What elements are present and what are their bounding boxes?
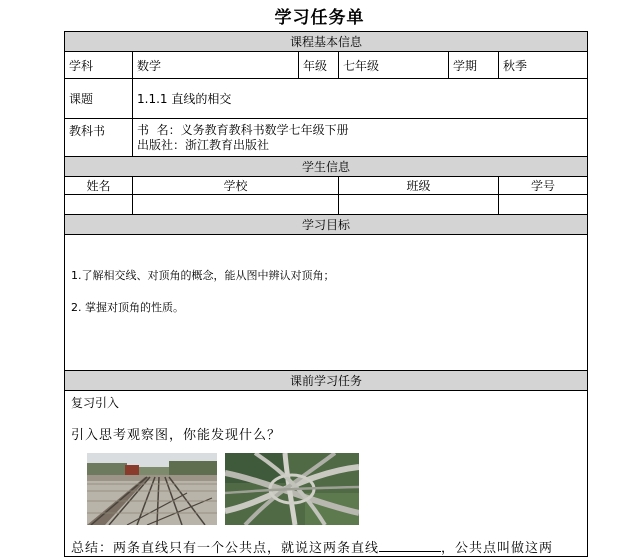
student-school-cell[interactable] — [133, 195, 339, 215]
grade-label: 年级 — [299, 52, 339, 79]
student-number-cell[interactable] — [499, 195, 588, 215]
section-student-info: 学生信息 — [65, 157, 588, 177]
railway-tracks-photo — [87, 453, 217, 525]
page-title: 学习任务单 — [274, 8, 365, 28]
review-intro: 复习引入 — [71, 396, 120, 410]
student-header-school: 学校 — [133, 177, 339, 195]
subject-value: 数学 — [133, 52, 299, 79]
grade-value: 七年级 — [339, 52, 449, 79]
goal-item: 2. 掌握对顶角的性质。 — [71, 301, 184, 314]
goal-item: 1.了解相交线、对顶角的概念，能从图中辨认对顶角； — [71, 269, 335, 282]
student-name-cell[interactable] — [65, 195, 133, 215]
learning-goals-cell — [65, 235, 588, 371]
term-value: 秋季 — [499, 52, 588, 79]
textbook-publisher: 出版社：浙江教育出版社 — [137, 137, 270, 152]
textbook-label: 教科书 — [65, 119, 133, 157]
summary-text-end: ，公共点叫做这两 — [441, 541, 554, 556]
subject-label: 学科 — [65, 52, 133, 79]
photo-row — [79, 453, 581, 525]
section-basic-info: 课程基本信息 — [65, 32, 588, 52]
student-class-cell[interactable] — [339, 195, 499, 215]
textbook-info — [133, 119, 588, 157]
section-pre-class-tasks: 课前学习任务 — [65, 371, 588, 391]
student-header-class: 班级 — [339, 177, 499, 195]
textbook-name: 书 名：义务教育教科书数学七年级下册 — [137, 122, 349, 137]
fill-in-blank[interactable] — [379, 539, 441, 552]
section-learning-goals: 学习目标 — [65, 215, 588, 235]
student-header-name: 姓名 — [65, 177, 133, 195]
term-label: 学期 — [449, 52, 499, 79]
observation-question: 引入思考观察图，你能发现什么？ — [71, 428, 282, 443]
summary-text-start: 总结：两条直线只有一个公共点，就说这两条直线 — [71, 541, 380, 556]
highway-interchange-photo — [225, 453, 359, 525]
pre-class-tasks-cell — [65, 391, 588, 557]
student-header-number: 学号 — [499, 177, 588, 195]
task-sheet-table — [64, 31, 588, 557]
topic-label: 课题 — [65, 79, 133, 119]
summary-sentence — [71, 537, 581, 556]
topic-value: 1.1.1 直线的相交 — [133, 79, 588, 119]
